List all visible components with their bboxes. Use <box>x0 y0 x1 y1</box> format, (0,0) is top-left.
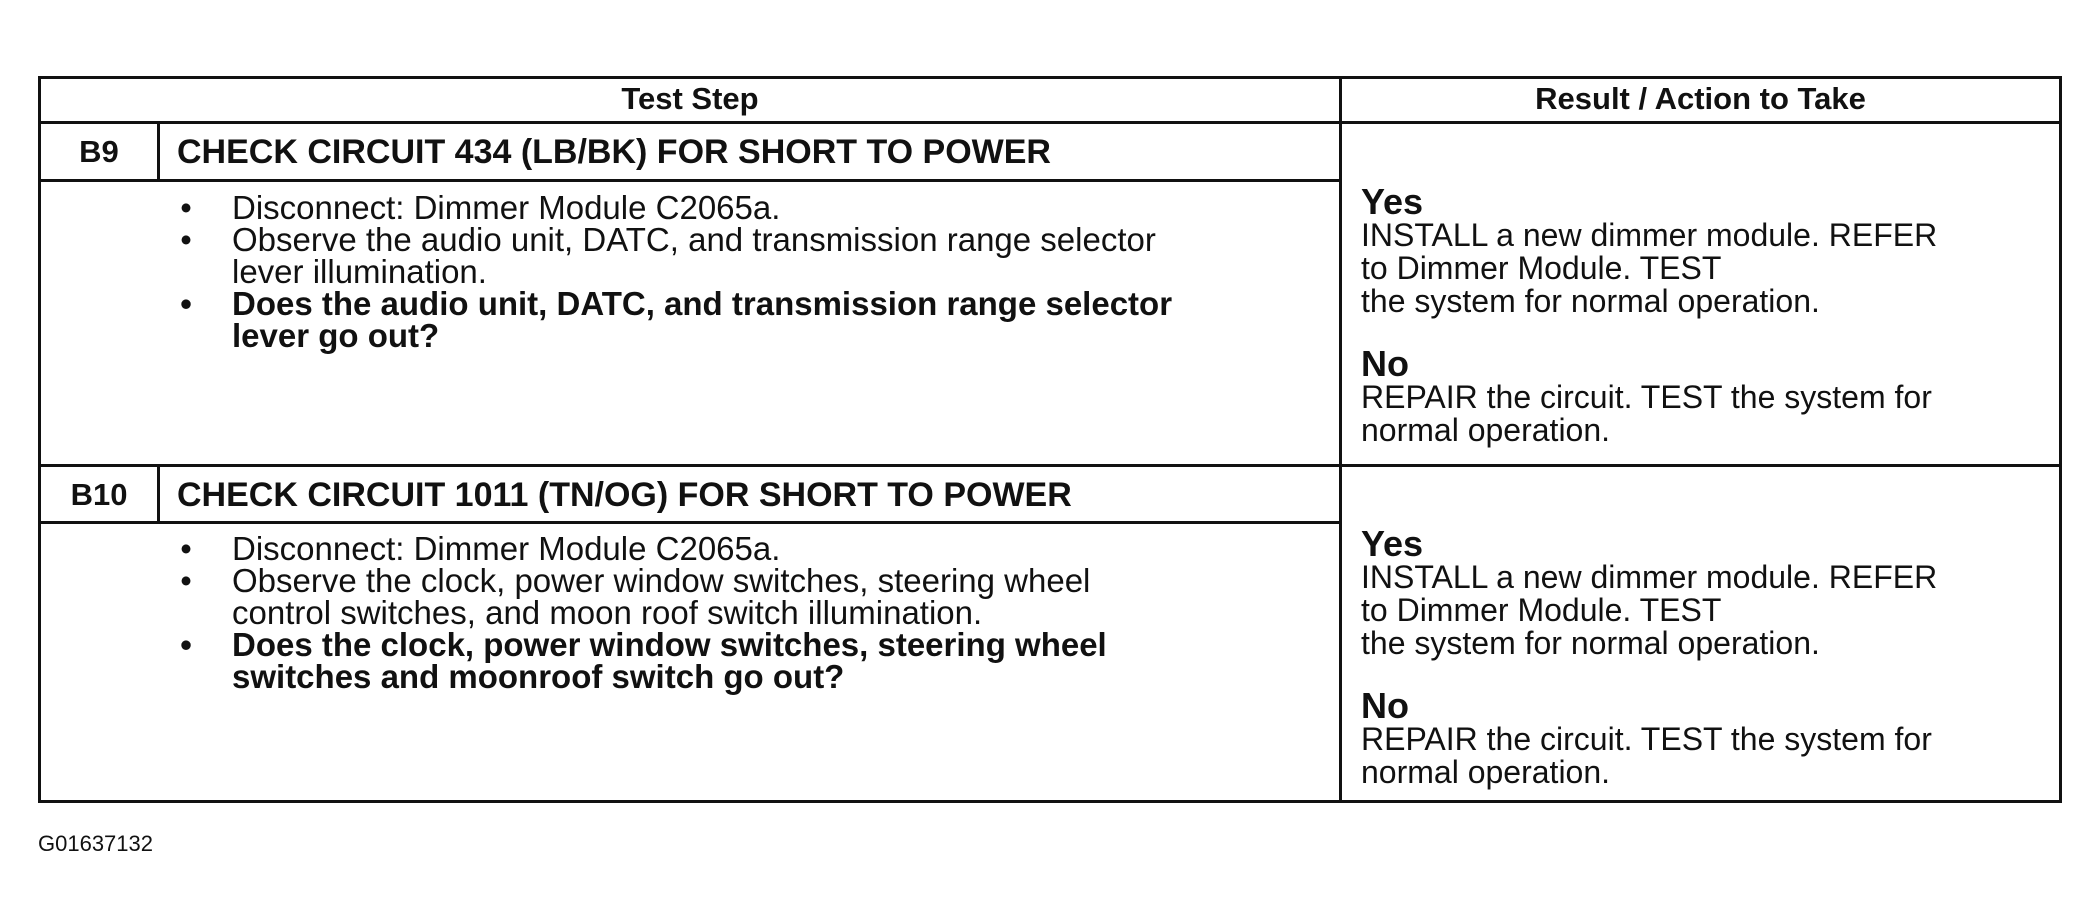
instruction-question <box>176 285 1173 354</box>
instruction-text: Disconnect: Dimmer Module C2065a. <box>232 530 781 567</box>
bullet-icon: • <box>180 562 192 599</box>
question-text: lever go out? <box>232 317 440 354</box>
result-action: INSTALL a new dimmer module. REFER to Dimmer Module. TEST the system for normal operation. <box>1361 559 1938 661</box>
instruction-text: Observe the audio unit, DATC, and transmission range selector <box>232 221 1156 258</box>
bullet-icon: • <box>180 189 192 226</box>
figure-id: G01637132 <box>38 831 153 856</box>
step-id: B9 <box>79 134 119 169</box>
instruction-text: Disconnect: Dimmer Module C2065a. <box>232 189 781 226</box>
header-divider <box>38 121 2062 124</box>
result-no <box>1361 685 1932 790</box>
b9-title-underline <box>38 179 1342 182</box>
b10-title-underline <box>38 521 1342 524</box>
result-label: No <box>1361 685 1409 726</box>
result-action: REPAIR the circuit. TEST the system for normal operation. <box>1361 379 1932 448</box>
step-instructions <box>176 189 1173 354</box>
column-divider <box>1339 76 1342 803</box>
instruction-item <box>176 530 1107 567</box>
instruction-question <box>176 626 1107 695</box>
result-no <box>1361 343 1932 448</box>
bullet-icon: • <box>180 285 192 322</box>
instruction-text: lever illumination. <box>232 253 487 290</box>
result-yes <box>1361 523 1938 661</box>
bullet-icon: • <box>180 221 192 258</box>
row-divider <box>38 464 2062 467</box>
bullet-icon: • <box>180 626 192 663</box>
instruction-item <box>176 221 1172 290</box>
step-title: CHECK CIRCUIT 434 (LB/BK) FOR SHORT TO POWER <box>177 133 1051 171</box>
result-yes <box>1361 181 1938 319</box>
step-instructions <box>176 530 1107 695</box>
result-label: Yes <box>1361 181 1424 222</box>
result-label: Yes <box>1361 523 1424 564</box>
b9-id-divider <box>157 124 160 181</box>
bullet-icon: • <box>180 530 192 567</box>
result-action: REPAIR the circuit. TEST the system for normal operation. <box>1361 721 1932 790</box>
question-text: Does the clock, power window switches, steering wheel <box>232 626 1107 663</box>
instruction-text: control switches, and moon roof switch illumination. <box>232 594 983 631</box>
result-action: INSTALL a new dimmer module. REFER to Dimmer Module. TEST the system for normal operation. <box>1361 217 1938 319</box>
step-id: B10 <box>70 477 128 512</box>
result-label: No <box>1361 343 1409 384</box>
instruction-item <box>176 189 1172 226</box>
b10-id-divider <box>157 467 160 524</box>
question-text: Does the audio unit, DATC, and transmission range selector <box>232 285 1173 322</box>
question-text: switches and moonroof switch go out? <box>232 658 845 695</box>
step-title: CHECK CIRCUIT 1011 (TN/OG) FOR SHORT TO POWER <box>177 476 1072 514</box>
header-result-action: Result / Action to Take <box>1535 81 1866 116</box>
header-test-step: Test Step <box>621 81 759 116</box>
instruction-item <box>176 562 1107 631</box>
instruction-text: Observe the clock, power window switches, steering wheel <box>232 562 1091 599</box>
